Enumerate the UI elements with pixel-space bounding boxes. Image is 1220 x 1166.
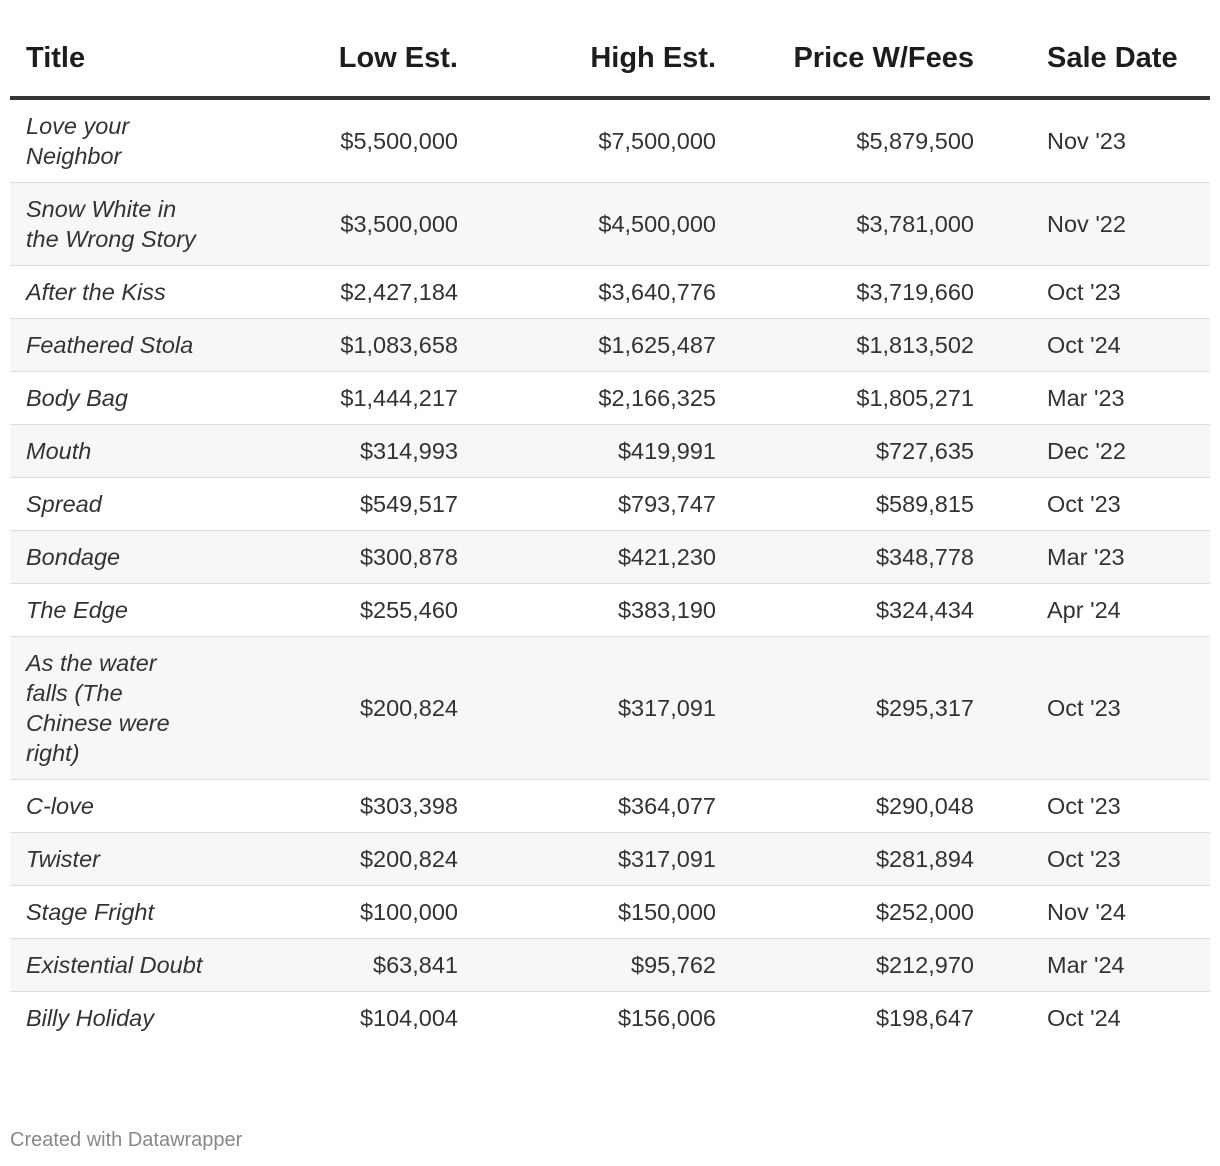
cell-high-estimate: $317,091 bbox=[458, 833, 716, 886]
cell-high-estimate: $383,190 bbox=[458, 584, 716, 637]
cell-high-estimate: $317,091 bbox=[458, 637, 716, 780]
cell-sale-date: Dec '22 bbox=[974, 425, 1210, 478]
table-row bbox=[10, 372, 1210, 425]
table-container bbox=[10, 28, 1210, 1044]
cell-price-with-fees: $348,778 bbox=[716, 531, 974, 584]
sales-table bbox=[10, 28, 1210, 1044]
cell-high-estimate: $150,000 bbox=[458, 886, 716, 939]
cell-sale-date: Mar '24 bbox=[974, 939, 1210, 992]
header-sale-date[interactable]: Sale Date bbox=[974, 28, 1210, 98]
cell-title: The Edge bbox=[10, 584, 210, 637]
cell-sale-date: Nov '22 bbox=[974, 183, 1210, 266]
cell-price-with-fees: $1,805,271 bbox=[716, 372, 974, 425]
table-header bbox=[10, 28, 1210, 98]
table-row bbox=[10, 266, 1210, 319]
cell-title: Feathered Stola bbox=[10, 319, 210, 372]
cell-price-with-fees: $589,815 bbox=[716, 478, 974, 531]
table-body bbox=[10, 98, 1210, 1044]
cell-high-estimate: $4,500,000 bbox=[458, 183, 716, 266]
cell-title: Snow White in the Wrong Story bbox=[10, 183, 210, 266]
cell-sale-date: Oct '23 bbox=[974, 780, 1210, 833]
cell-title: As the water falls (The Chinese were right) bbox=[10, 637, 210, 780]
cell-price-with-fees: $212,970 bbox=[716, 939, 974, 992]
cell-sale-date: Apr '24 bbox=[974, 584, 1210, 637]
header-title[interactable]: Title bbox=[10, 28, 210, 98]
cell-high-estimate: $1,625,487 bbox=[458, 319, 716, 372]
table-row bbox=[10, 637, 1210, 780]
table-row bbox=[10, 584, 1210, 637]
cell-sale-date: Nov '24 bbox=[974, 886, 1210, 939]
cell-high-estimate: $419,991 bbox=[458, 425, 716, 478]
table-row bbox=[10, 531, 1210, 584]
header-high-estimate[interactable]: High Est. bbox=[458, 28, 716, 98]
table-row bbox=[10, 886, 1210, 939]
cell-price-with-fees: $252,000 bbox=[716, 886, 974, 939]
cell-price-with-fees: $727,635 bbox=[716, 425, 974, 478]
cell-sale-date: Oct '24 bbox=[1047, 1005, 1121, 1031]
cell-price-with-fees: $3,781,000 bbox=[716, 183, 974, 266]
cell-title: Love your Neighbor bbox=[10, 98, 210, 183]
cell-sale-date: Nov '23 bbox=[974, 98, 1210, 183]
table-row bbox=[10, 780, 1210, 833]
cell-low-estimate: $100,000 bbox=[210, 886, 458, 939]
header-low-estimate[interactable]: Low Est. bbox=[210, 28, 458, 98]
cell-low-estimate: $1,444,217 bbox=[210, 372, 458, 425]
cell-high-estimate: $3,640,776 bbox=[458, 266, 716, 319]
table-row bbox=[10, 425, 1210, 478]
cell-high-estimate: $7,500,000 bbox=[458, 98, 716, 183]
cell-low-estimate: $549,517 bbox=[210, 478, 458, 531]
cell-title: Mouth bbox=[10, 425, 210, 478]
table-row bbox=[10, 319, 1210, 372]
cell-low-estimate: $63,841 bbox=[210, 939, 458, 992]
cell-title: Stage Fright bbox=[10, 886, 210, 939]
cell-low-estimate: $104,004 bbox=[359, 1005, 458, 1031]
cell-sale-date: Mar '23 bbox=[974, 372, 1210, 425]
header-row bbox=[10, 28, 1210, 98]
cell-low-estimate: $200,824 bbox=[210, 833, 458, 886]
cell-title: Billy Holiday bbox=[26, 1005, 154, 1031]
table-row bbox=[10, 833, 1210, 886]
header-price-with-fees[interactable]: Price W/Fees bbox=[716, 28, 974, 98]
cell-title: Existential Doubt bbox=[10, 939, 210, 992]
table-row bbox=[10, 98, 1210, 183]
cell-low-estimate: $2,427,184 bbox=[210, 266, 458, 319]
cell-price-with-fees: $198,647 bbox=[875, 1005, 974, 1031]
cell-price-with-fees: $3,719,660 bbox=[716, 266, 974, 319]
cell-sale-date: Oct '24 bbox=[974, 319, 1210, 372]
cell-price-with-fees: $290,048 bbox=[716, 780, 974, 833]
cell-low-estimate: $5,500,000 bbox=[210, 98, 458, 183]
cell-sale-date: Oct '23 bbox=[974, 478, 1210, 531]
table-row bbox=[10, 939, 1210, 992]
cell-title: Bondage bbox=[10, 531, 210, 584]
cell-title: Spread bbox=[10, 478, 210, 531]
cell-title: Body Bag bbox=[10, 372, 210, 425]
cell-low-estimate: $200,824 bbox=[210, 637, 458, 780]
cell-sale-date: Oct '23 bbox=[974, 266, 1210, 319]
datawrapper-credit: Created with Datawrapper bbox=[10, 1129, 243, 1151]
cell-price-with-fees: $5,879,500 bbox=[716, 98, 974, 183]
cell-price-with-fees: $295,317 bbox=[716, 637, 974, 780]
cell-low-estimate: $314,993 bbox=[210, 425, 458, 478]
cell-sale-date: Oct '23 bbox=[974, 637, 1210, 780]
cell-title: C-love bbox=[10, 780, 210, 833]
cell-low-estimate: $255,460 bbox=[210, 584, 458, 637]
table-row bbox=[10, 992, 1210, 1045]
cell-low-estimate: $300,878 bbox=[210, 531, 458, 584]
table-row bbox=[10, 183, 1210, 266]
cell-low-estimate: $1,083,658 bbox=[210, 319, 458, 372]
cell-price-with-fees: $281,894 bbox=[716, 833, 974, 886]
cell-high-estimate: $421,230 bbox=[458, 531, 716, 584]
cell-high-estimate: $364,077 bbox=[458, 780, 716, 833]
cell-title: After the Kiss bbox=[10, 266, 210, 319]
cell-low-estimate: $3,500,000 bbox=[210, 183, 458, 266]
cell-price-with-fees: $1,813,502 bbox=[716, 319, 974, 372]
cell-high-estimate: $2,166,325 bbox=[458, 372, 716, 425]
cell-high-estimate: $793,747 bbox=[458, 478, 716, 531]
cell-sale-date: Mar '23 bbox=[974, 531, 1210, 584]
cell-low-estimate: $303,398 bbox=[210, 780, 458, 833]
cell-sale-date: Oct '23 bbox=[974, 833, 1210, 886]
table-row bbox=[10, 478, 1210, 531]
cell-price-with-fees: $324,434 bbox=[716, 584, 974, 637]
cell-high-estimate: $156,006 bbox=[617, 1005, 716, 1031]
cell-title: Twister bbox=[10, 833, 210, 886]
cell-high-estimate: $95,762 bbox=[458, 939, 716, 992]
